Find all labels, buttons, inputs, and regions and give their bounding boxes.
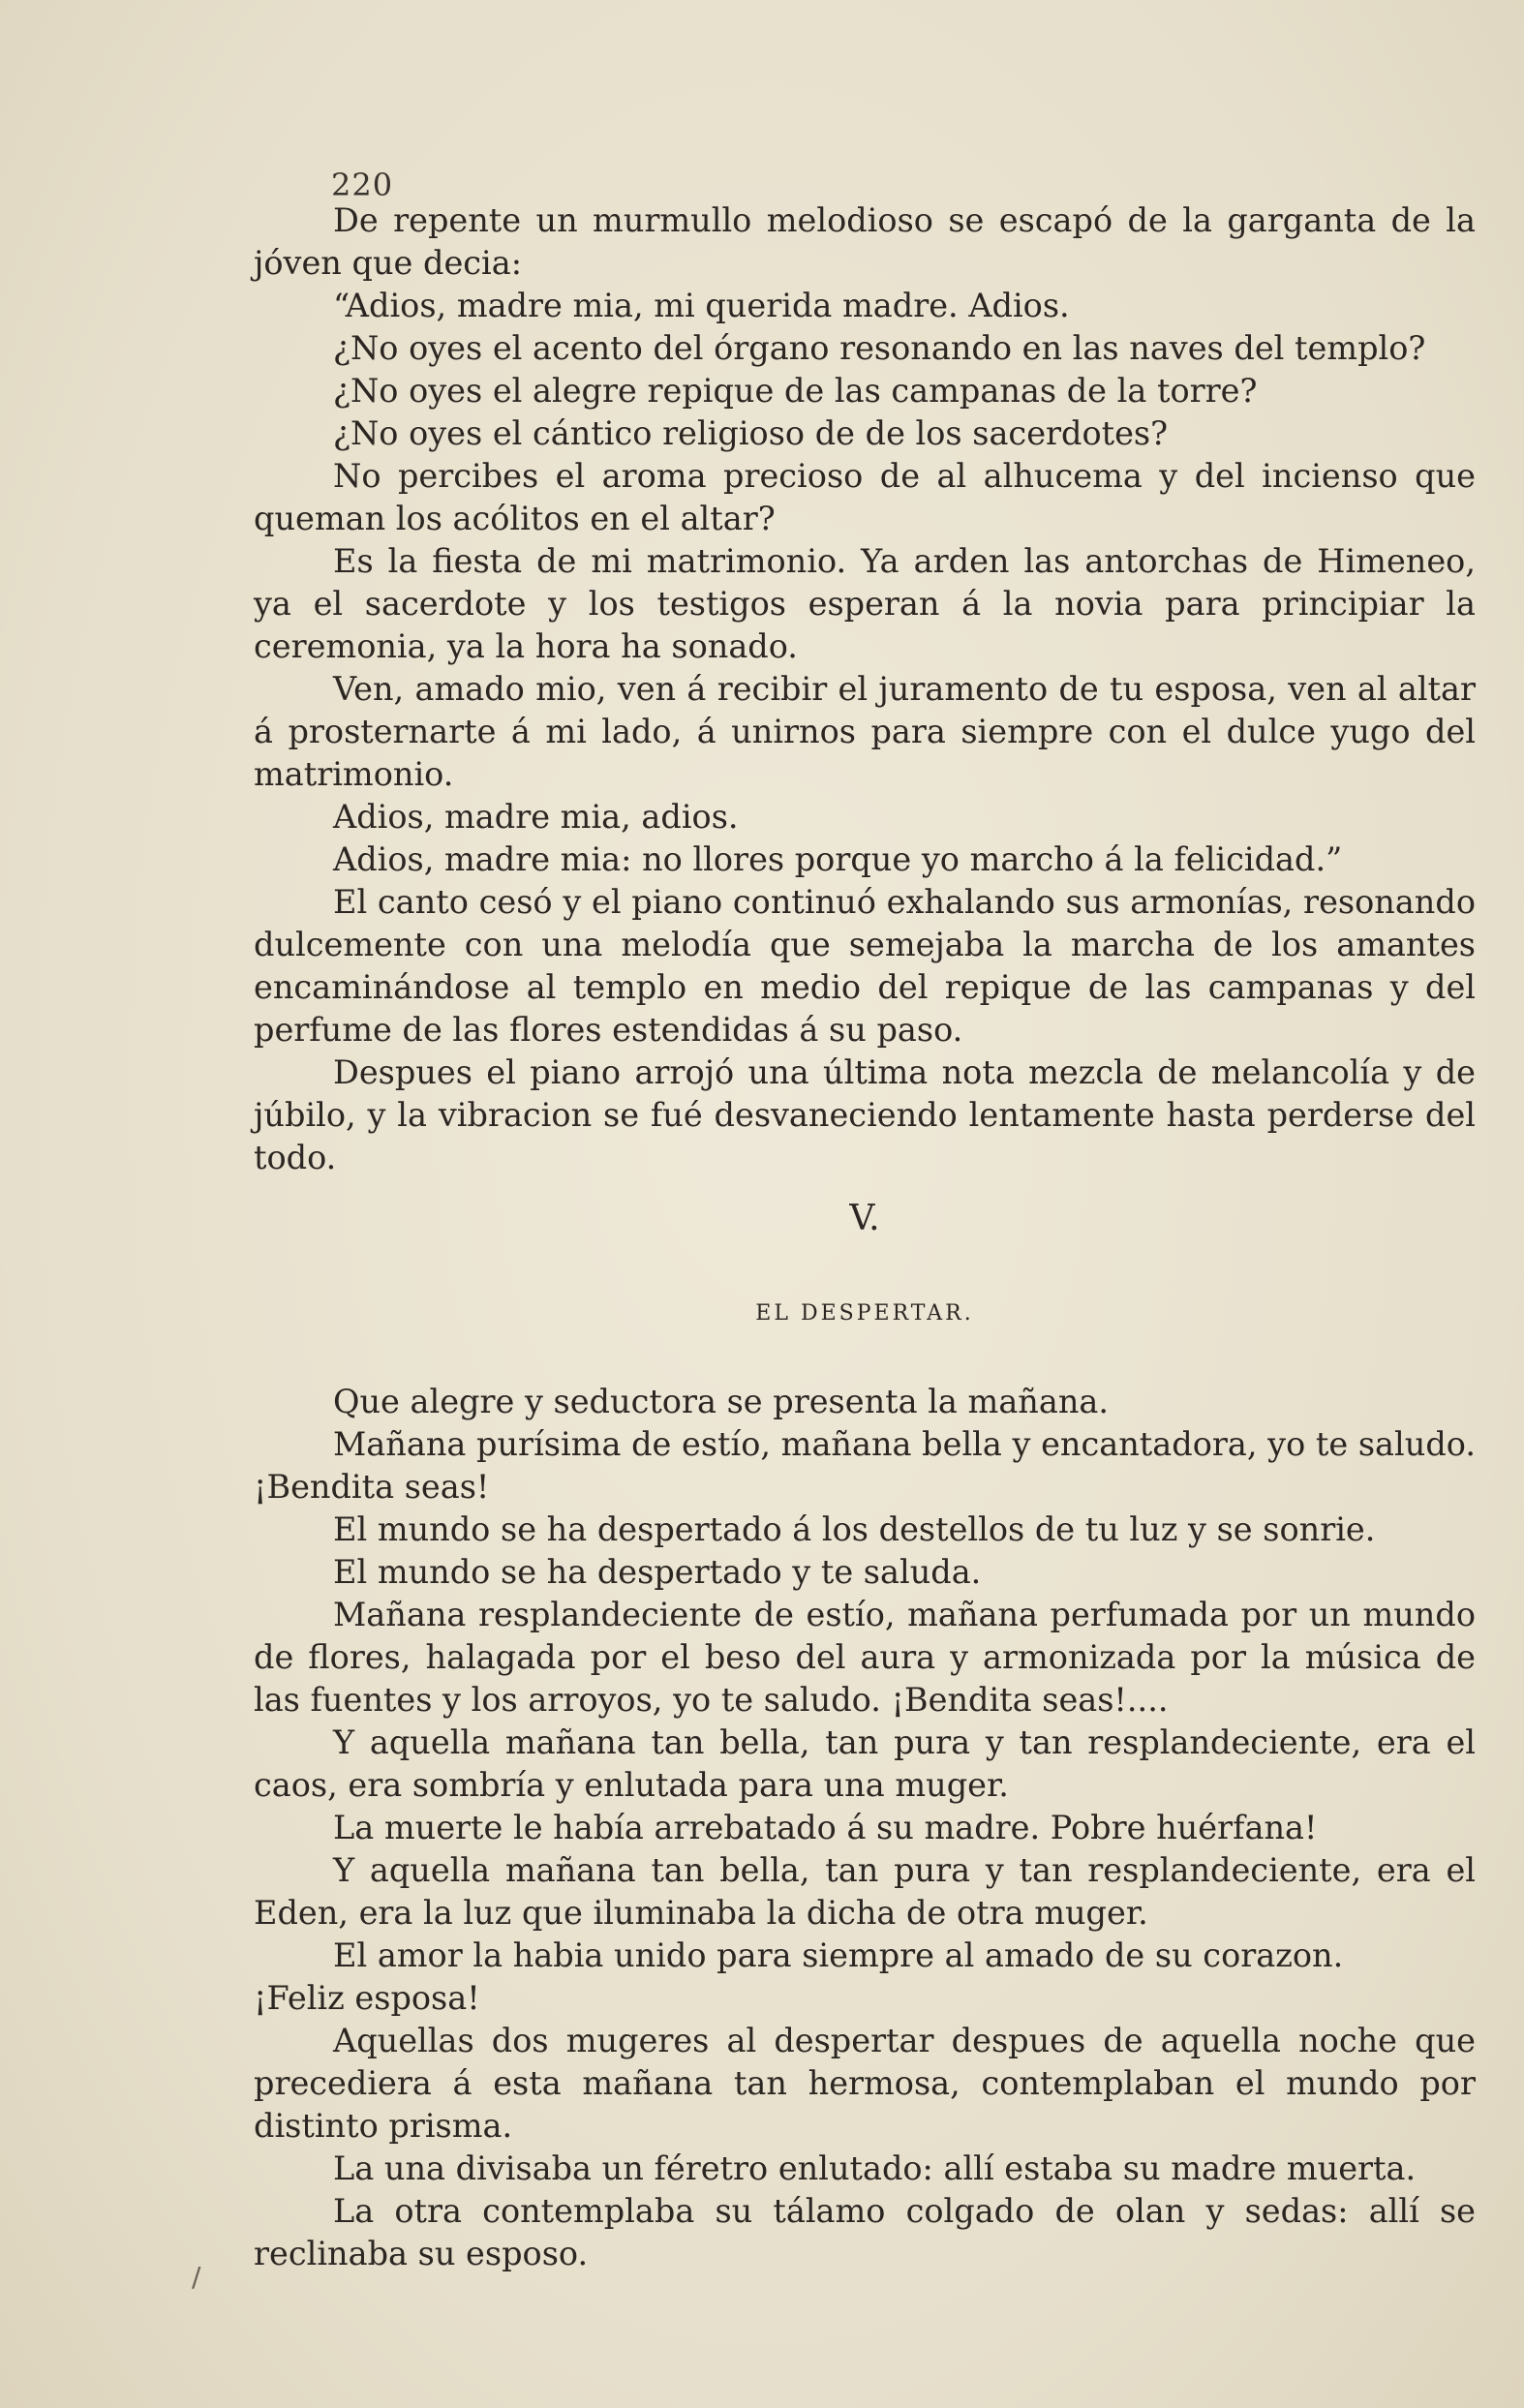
paragraph: Que alegre y seductora se presenta la mañana. xyxy=(333,1383,1110,1420)
paragraph: De repente un murmullo melodioso se escapó de la garganta de la jóven que decia: xyxy=(254,201,1476,282)
page-number: 220 xyxy=(331,167,394,203)
paragraph: El mundo se ha despertado á los destellos de tu luz y se sonrie. xyxy=(333,1510,1376,1548)
paragraph: No percibes el aroma precioso de al alhucema y del incienso que queman los acólitos en el altar? xyxy=(254,457,1476,537)
paragraph: ¿No oyes el cántico religioso de de los sacerdotes? xyxy=(333,414,1169,452)
paragraph: La una divisaba un féretro enlutado: allí estaba su madre muerta. xyxy=(333,2149,1417,2187)
paragraph: ¡Feliz esposa! xyxy=(254,1979,480,2017)
paragraph: Y aquella mañana tan bella, tan pura y tan resplandeciente, era el Eden, era la luz que iluminaba la dicha de otra muger. xyxy=(254,1851,1476,1932)
paragraph: Adios, madre mia, adios. xyxy=(333,798,739,836)
stray-pen-mark: / xyxy=(192,2261,201,2293)
paragraph: Ven, amado mio, ven á recibir el juramento de tu esposa, ven al altar á prosternarte á mi lado, á unirnos para siempre con el dulce yugo del matrimonio. xyxy=(254,670,1476,793)
paragraph: El canto cesó y el piano continuó exhalando sus armonías, resonando dulcemente con una melodía que semejaba la marcha de los amantes encaminándose al templo en medio del repique de las campanas y del perfume de las flores estendidas á su paso. xyxy=(254,883,1476,1049)
paragraph: El amor la habia unido para siempre al amado de su corazon. xyxy=(333,1936,1344,1974)
paragraph: Mañana resplandeciente de estío, mañana perfumada por un mundo de flores, halagada por el beso del aura y armonizada por la música de las fuentes y los arroyos, yo te saludo. ¡Bendita seas!.... xyxy=(254,1596,1476,1719)
paragraph: Mañana purísima de estío, mañana bella y encantadora, yo te saludo. ¡Bendita seas! xyxy=(254,1425,1476,1506)
paragraph: Y aquella mañana tan bella, tan pura y tan resplandeciente, era el caos, era sombría y enlutada para una muger. xyxy=(254,1723,1476,1804)
paragraph: Es la fiesta de mi matrimonio. Ya arden las antorchas de Himeneo, ya el sacerdote y los testigos esperan á la novia para principiar la ceremonia, ya la hora ha sonado. xyxy=(254,542,1476,665)
section-iv-text xyxy=(254,199,1476,1179)
paragraph: Despues el piano arrojó una última nota mezcla de melancolía y de júbilo, y la vibracion se fué desvaneciendo lentamente hasta perderse del todo. xyxy=(254,1053,1476,1176)
paragraph: La muerte le había arrebatado á su madre. Pobre huérfana! xyxy=(333,1809,1318,1846)
paragraph: Aquellas dos mugeres al despertar despues de aquella noche que precediera á esta mañana tan hermosa, contemplaban el mundo por distinto prisma. xyxy=(254,2022,1476,2145)
paragraph: “Adios, madre mia, mi querida madre. Adios. xyxy=(333,287,1070,324)
section-title: EL DESPERTAR. xyxy=(755,1301,974,1326)
section-v-text xyxy=(254,1381,1476,2275)
section-numeral: V. xyxy=(849,1199,880,1238)
paragraph: Adios, madre mia: no llores porque yo marcho á la felicidad.” xyxy=(333,840,1343,878)
paragraph: El mundo se ha despertado y te saluda. xyxy=(333,1553,982,1591)
paragraph: La otra contemplaba su tálamo colgado de olan y sedas: allí se reclinaba su esposo. xyxy=(254,2192,1476,2272)
paragraph: ¿No oyes el acento del órgano resonando en las naves del templo? xyxy=(333,329,1426,367)
paragraph: ¿No oyes el alegre repique de las campanas de la torre? xyxy=(333,372,1258,410)
